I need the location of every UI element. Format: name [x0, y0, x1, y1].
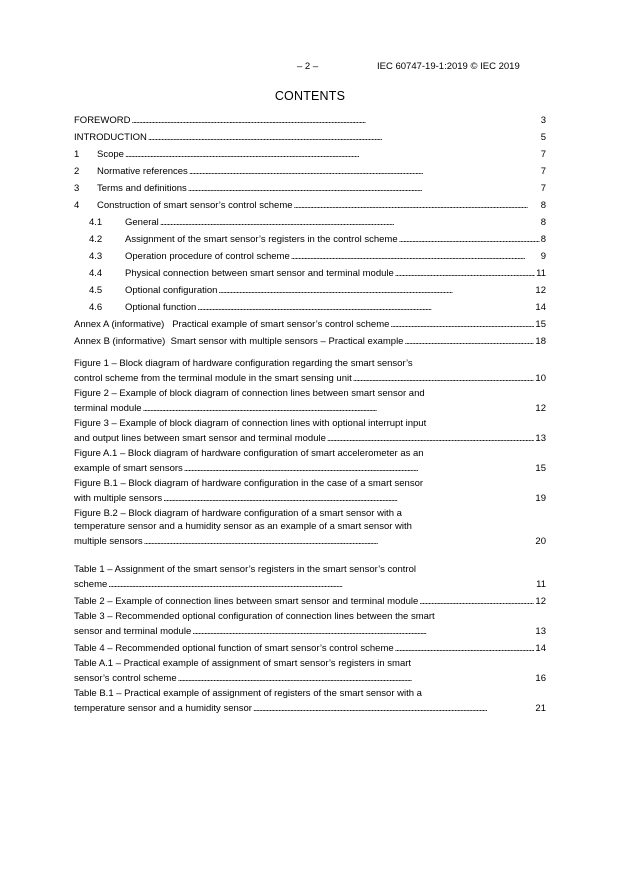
toc-entry-page: 8 — [540, 199, 546, 211]
toc-entry-number: 4.6 — [89, 301, 103, 313]
toc-entry-number: 4.4 — [89, 267, 103, 279]
page-number: – 2 – — [297, 61, 319, 72]
figures-list — [74, 359, 546, 552]
figure-entry-b1[interactable] — [74, 479, 546, 503]
dot-leader — [353, 374, 535, 384]
toc-entry-text: Terms and definitions — [97, 182, 187, 194]
figure-entry-page: 13 — [535, 432, 546, 444]
toc-entry-page: 12 — [535, 284, 546, 296]
dot-leader — [197, 303, 534, 313]
toc-entry-page: 14 — [535, 301, 546, 313]
toc-entry-text: Optional configuration — [125, 284, 218, 296]
figure-entry-text: terminal module — [74, 402, 142, 414]
toc-entry-clause-4-2[interactable] — [74, 233, 546, 244]
table-entry-a1[interactable] — [74, 659, 546, 683]
tables-list — [74, 565, 546, 719]
figure-entry-1[interactable] — [74, 359, 546, 383]
figure-entry-b2[interactable] — [74, 509, 546, 546]
figure-entry-a1[interactable] — [74, 449, 546, 473]
toc-entry-clause-4-4[interactable] — [74, 267, 546, 278]
figure-entry-page: 12 — [535, 402, 546, 414]
dot-leader — [108, 580, 535, 590]
table-entry-page: 21 — [535, 702, 546, 714]
contents-list — [74, 114, 546, 352]
dot-leader — [143, 404, 535, 414]
table-entry-page: 16 — [535, 672, 546, 684]
table-entry-4[interactable] — [74, 642, 546, 653]
toc-entry-introduction[interactable] — [74, 131, 546, 142]
figure-entry-text: multiple sensors — [74, 535, 143, 547]
toc-entry-page: 15 — [535, 318, 546, 330]
toc-entry-clause-2[interactable] — [74, 165, 546, 176]
figure-entry-text: Figure 1 – Block diagram of hardware configuration regarding the smart sensor’s — [74, 358, 413, 369]
figure-entry-text: control scheme from the terminal module in the smart sensing unit — [74, 372, 352, 384]
toc-entry-clause-1[interactable] — [74, 148, 546, 159]
table-entry-text: scheme — [74, 578, 108, 590]
toc-entry-text: Optional function — [125, 301, 197, 313]
table-entry-b1[interactable] — [74, 689, 546, 713]
table-entry-page: 14 — [535, 642, 546, 654]
figure-entry-page: 10 — [535, 372, 546, 384]
dot-leader — [395, 644, 535, 654]
toc-entry-number: 4.5 — [89, 284, 103, 296]
toc-entry-number: 4.1 — [89, 216, 103, 228]
dot-leader — [404, 337, 534, 347]
dot-leader — [131, 116, 539, 126]
toc-entry-text: Assignment of the smart sensor’s registers in the control scheme — [125, 233, 398, 245]
figure-entry-text: and output lines between smart sensor and terminal module — [74, 432, 326, 444]
table-entry-2[interactable] — [74, 595, 546, 606]
table-entry-page: 11 — [536, 578, 546, 590]
dot-leader — [399, 235, 540, 245]
toc-entry-page: 7 — [540, 165, 546, 177]
dot-leader — [218, 286, 534, 296]
toc-entry-page: 18 — [535, 335, 546, 347]
toc-entry-page: 3 — [540, 114, 546, 126]
dot-leader — [160, 218, 540, 228]
toc-entry-page: 8 — [540, 233, 546, 245]
dot-leader — [192, 627, 534, 637]
figure-entry-text: Figure 3 – Example of block diagram of connection lines with optional interrupt input — [74, 418, 427, 429]
dot-leader — [125, 150, 540, 160]
figure-entry-page: 19 — [535, 492, 546, 504]
table-entry-text: Table 3 – Recommended optional configuration of connection lines between the smart — [74, 611, 435, 622]
toc-entry-text: FOREWORD — [74, 114, 131, 126]
toc-entry-text: Operation procedure of control scheme — [125, 250, 290, 262]
dot-leader — [163, 494, 534, 504]
dot-leader — [253, 704, 534, 714]
dot-leader — [395, 269, 535, 279]
figure-entry-text: with multiple sensors — [74, 492, 163, 504]
toc-entry-text: Scope — [97, 148, 124, 160]
toc-entry-clause-3[interactable] — [74, 182, 546, 193]
dot-leader — [144, 537, 535, 547]
toc-entry-page: 5 — [540, 131, 546, 143]
toc-entry-clause-4-5[interactable] — [74, 284, 546, 295]
table-entry-text: temperature sensor and a humidity sensor — [74, 702, 252, 714]
toc-entry-number: 4 — [74, 199, 80, 211]
figure-entry-text: Figure B.2 – Block diagram of hardware configuration of a smart sensor with a — [74, 508, 402, 519]
toc-entry-foreword[interactable] — [74, 114, 546, 125]
dot-leader — [419, 597, 534, 607]
toc-entry-annex-b[interactable] — [74, 335, 546, 346]
table-entry-1[interactable] — [74, 565, 546, 589]
dot-leader — [184, 464, 535, 474]
dot-leader — [294, 201, 540, 211]
toc-entry-number: 4.3 — [89, 250, 103, 262]
toc-entry-text: Normative references — [97, 165, 188, 177]
toc-entry-number: 2 — [74, 165, 80, 177]
table-entry-3[interactable] — [74, 612, 546, 636]
toc-entry-clause-4-6[interactable] — [74, 301, 546, 312]
table-entry-text: Table B.1 – Practical example of assignment of registers of the smart sensor with a — [74, 688, 422, 699]
table-entry-text: Table 4 – Recommended optional function of smart sensor’s control scheme — [74, 642, 394, 654]
figure-entry-text: Figure B.1 – Block diagram of hardware configuration in the case of a smart sensor — [74, 478, 424, 489]
contents-title: CONTENTS — [274, 89, 346, 103]
toc-entry-clause-4-3[interactable] — [74, 250, 546, 261]
table-entry-page: 12 — [535, 595, 546, 607]
table-entry-text: sensor and terminal module — [74, 625, 192, 637]
dot-leader — [178, 674, 535, 684]
dot-leader — [189, 167, 540, 177]
toc-entry-clause-4[interactable] — [74, 199, 546, 210]
dot-leader — [390, 320, 534, 330]
toc-entry-text: General — [125, 216, 159, 228]
figure-entry-text: Figure A.1 – Block diagram of hardware configuration of smart accelerometer as an — [74, 448, 424, 459]
table-entry-page: 13 — [535, 625, 546, 637]
toc-entry-text: Construction of smart sensor’s control scheme — [97, 199, 293, 211]
toc-entry-number: 1 — [74, 148, 80, 160]
toc-entry-text: Annex A (informative) Practical example of smart sensor’s control scheme — [74, 318, 390, 330]
table-entry-text: Table A.1 – Practical example of assignment of smart sensor’s registers in smart — [74, 658, 412, 669]
figure-entry-page: 20 — [535, 535, 546, 547]
toc-entry-clause-4-1[interactable] — [74, 216, 546, 227]
toc-entry-page: 7 — [540, 182, 546, 194]
dot-leader — [327, 434, 535, 444]
toc-entry-page: 8 — [540, 216, 546, 228]
dot-leader — [291, 252, 540, 262]
toc-entry-text: Physical connection between smart sensor and terminal module — [125, 267, 394, 279]
table-entry-text: Table 2 – Example of connection lines between smart sensor and terminal module — [74, 595, 419, 607]
toc-entry-page: 11 — [536, 267, 546, 279]
toc-entry-text: Annex B (informative) Smart sensor with multiple sensors – Practical example — [74, 335, 404, 347]
standard-reference: IEC 60747-19-1:2019 © IEC 2019 — [377, 61, 520, 72]
toc-entry-page: 9 — [540, 250, 546, 262]
toc-entry-text: INTRODUCTION — [74, 131, 147, 143]
toc-entry-page: 7 — [540, 148, 546, 160]
toc-entry-number: 4.2 — [89, 233, 103, 245]
figure-entry-text: example of smart sensors — [74, 462, 183, 474]
figure-entry-text: temperature sensor and a humidity sensor as an example of a smart sensor with — [74, 521, 412, 532]
figure-entry-page: 15 — [535, 462, 546, 474]
figure-entry-3[interactable] — [74, 419, 546, 443]
figure-entry-2[interactable] — [74, 389, 546, 413]
table-entry-text: Table 1 – Assignment of the smart sensor’s registers in the smart sensor’s control — [74, 564, 416, 575]
dot-leader — [188, 184, 540, 194]
dot-leader — [148, 133, 540, 143]
table-entry-text: sensor’s control scheme — [74, 672, 177, 684]
toc-entry-annex-a[interactable] — [74, 318, 546, 329]
toc-entry-number: 3 — [74, 182, 80, 194]
figure-entry-text: Figure 2 – Example of block diagram of connection lines between smart sensor and — [74, 388, 425, 399]
